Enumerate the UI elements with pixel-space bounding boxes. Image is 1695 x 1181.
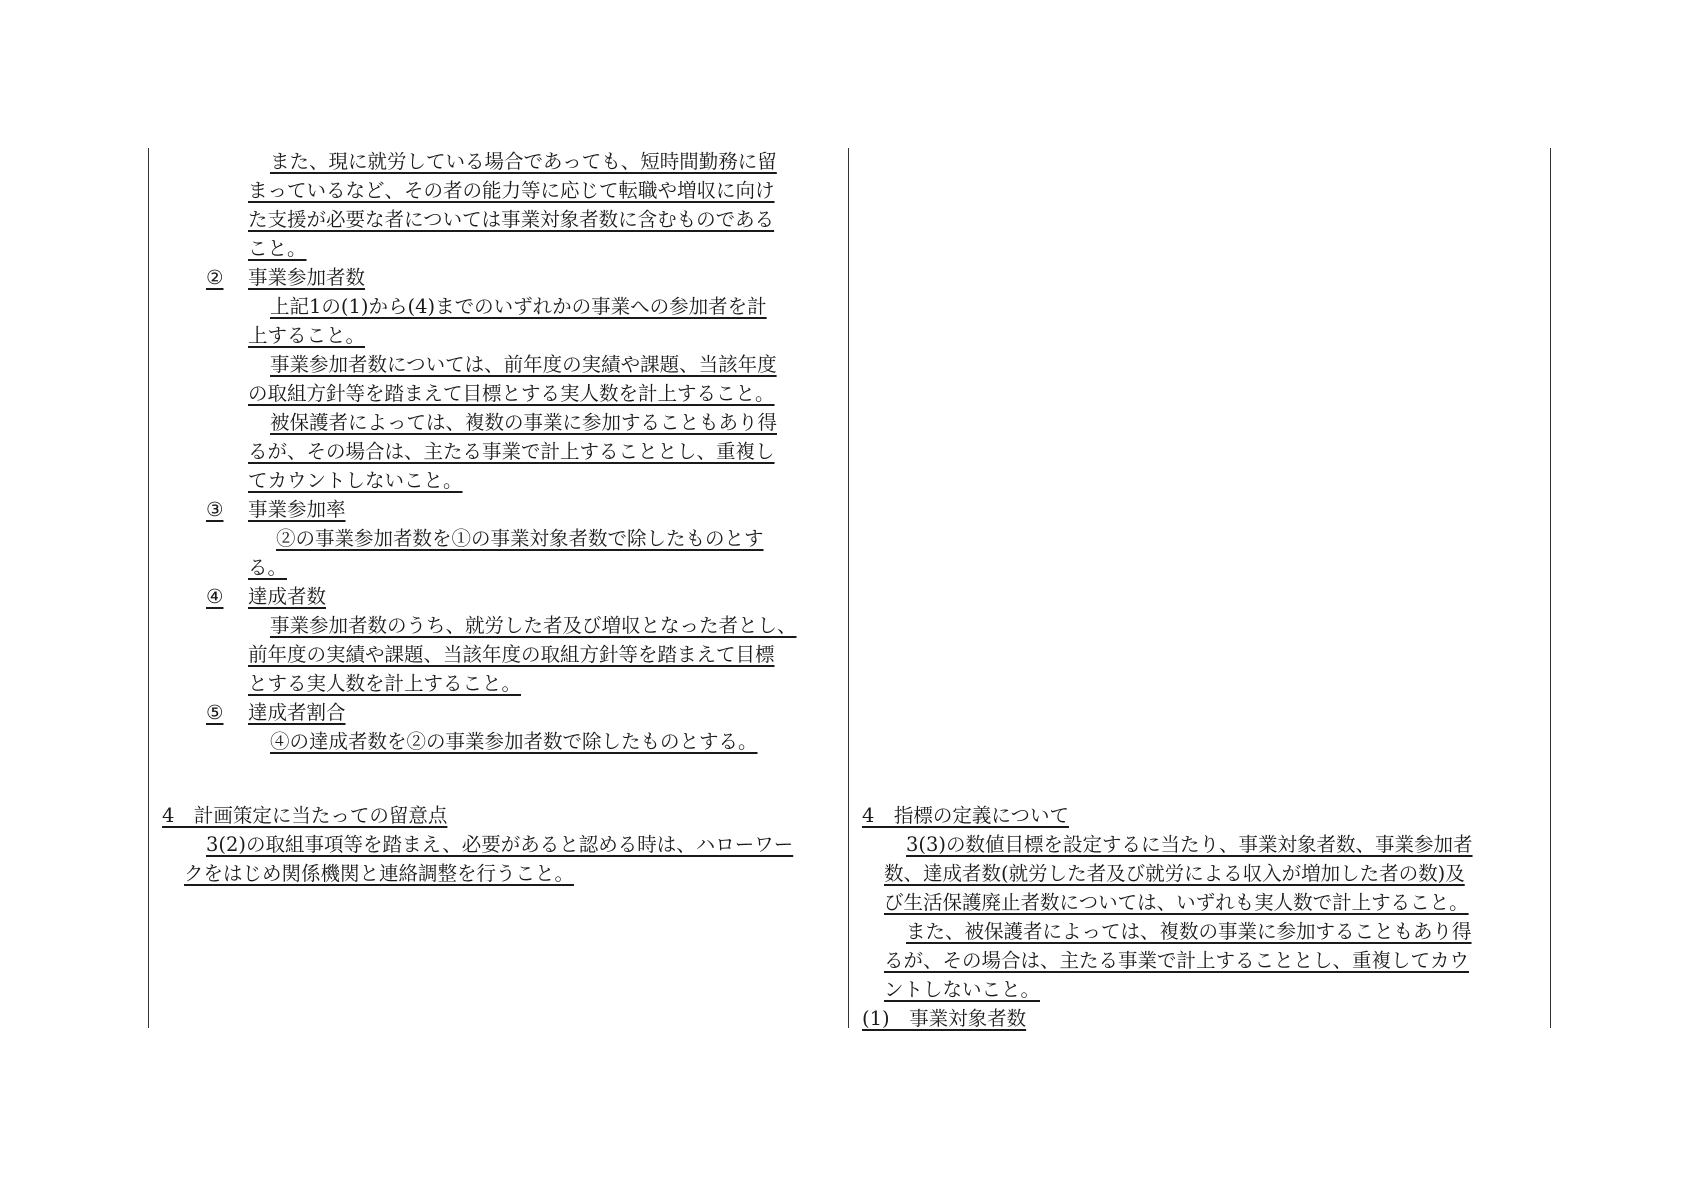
left-line: とする実人数を計上すること。 (248, 672, 522, 695)
item-marker-3: ③ (206, 498, 224, 521)
left-border-line (148, 148, 149, 1028)
subheading-target-count: (1) 事業対象者数 (862, 1007, 1027, 1030)
left-line: 上すること。 (248, 324, 366, 347)
item-heading-participation-rate: 事業参加率 (248, 498, 346, 521)
left-section4-line: クをはじめ関係機関と連絡調整を行うこと。 (184, 862, 575, 885)
left-line: こと。 (248, 237, 307, 260)
left-line: る。 (248, 556, 288, 579)
left-line: 上記1の(1)から(4)までのいずれかの事業への参加者を計 (270, 295, 767, 318)
left-line: 前年度の実績や課題、当該年度の取組方針等を踏まえて目標 (248, 643, 775, 666)
left-section4-line: 3(2)の取組事項等を踏まえ、必要があると認める時は、ハローワー (206, 833, 794, 856)
section-4-heading-left: 4 計画策定に当たっての留意点 (162, 804, 448, 827)
right-section4-line: び生活保護廃止者数については、いずれも実人数で計上すること。 (884, 891, 1469, 914)
section-4-heading-right: 4 指標の定義について (862, 804, 1070, 827)
right-section4-line: また、被保護者によっては、複数の事業に参加することもあり得 (906, 920, 1472, 943)
item-marker-4: ④ (206, 585, 224, 608)
item-heading-achiever-ratio: 達成者割合 (248, 701, 346, 724)
item-heading-achievers: 達成者数 (248, 585, 327, 608)
right-section4-line: ントしないこと。 (884, 978, 1041, 1001)
left-line: るが、その場合は、主たる事業で計上することとし、重複し (248, 440, 775, 463)
left-line: 被保護者によっては、複数の事業に参加することもあり得 (270, 411, 778, 434)
right-section4-line: 数、達成者数(就労した者及び就労による収入が増加した者の数)及 (884, 862, 1465, 885)
item-marker-2: ② (206, 266, 224, 289)
left-line: の取組方針等を踏まえて目標とする実人数を計上すること。 (248, 382, 775, 405)
left-line: た支援が必要な者については事業対象者数に含むものである (248, 208, 775, 231)
left-line: まっているなど、その者の能力等に応じて転職や増収に向け (248, 179, 775, 202)
center-divider-line (848, 148, 849, 1028)
left-line: 事業参加者数のうち、就労した者及び増収となった者とし、 (270, 614, 797, 637)
right-section4-line: るが、その場合は、主たる事業で計上することとし、重複してカウ (884, 949, 1470, 972)
left-line: 事業参加者数については、前年度の実績や課題、当該年度 (270, 353, 777, 376)
left-line: また、現に就労している場合であっても、短時間勤務に留 (270, 150, 777, 173)
left-line: てカウントしないこと。 (248, 469, 463, 492)
left-line: ④の達成者数を②の事業参加者数で除したものとする。 (270, 730, 758, 753)
item-heading-participants: 事業参加者数 (248, 266, 366, 289)
right-column (860, 148, 1542, 1028)
left-line: ②の事業参加者数を①の事業対象者数で除したものとす (276, 527, 764, 550)
left-column (160, 148, 840, 1028)
right-section4-line: 3(3)の数値目標を設定するに当たり、事業対象者数、事業参加者 (906, 833, 1473, 856)
item-marker-5: ⑤ (206, 701, 224, 724)
right-border-line (1550, 148, 1551, 1028)
